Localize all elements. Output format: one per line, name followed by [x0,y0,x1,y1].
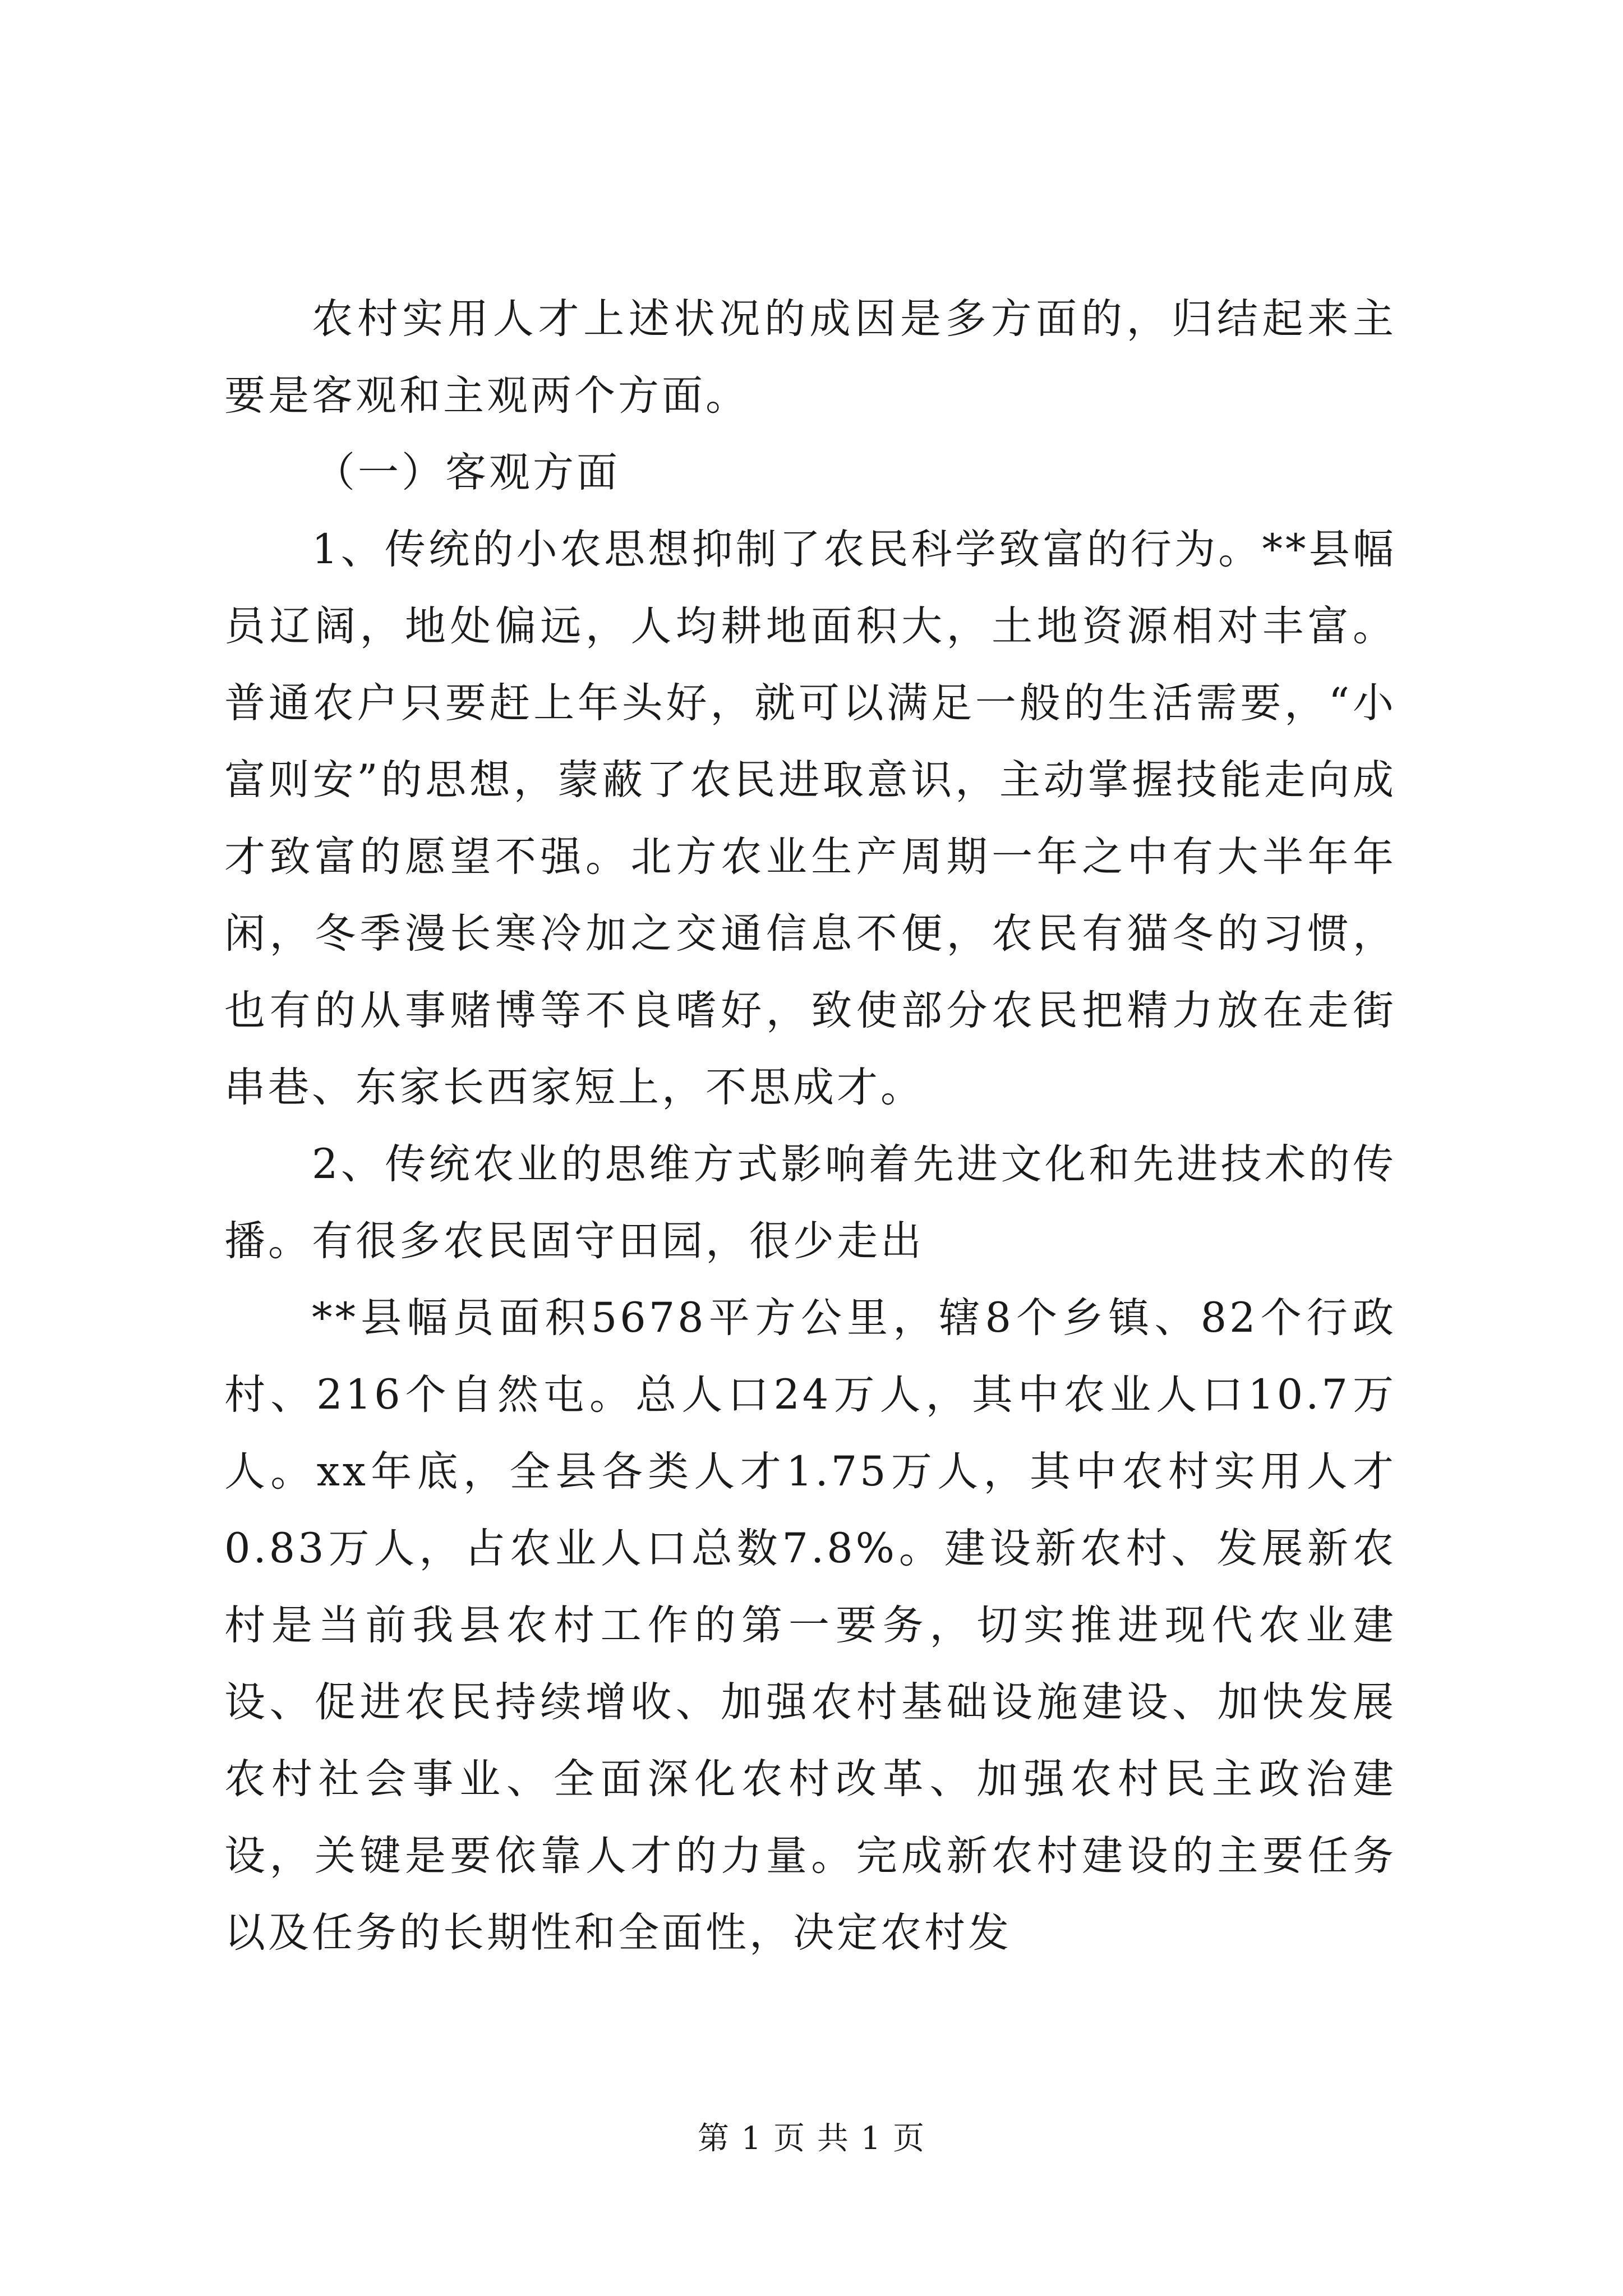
page-footer: 第 1 页 共 1 页 [697,2120,926,2157]
section-heading-objective: （一）客观方面 [314,449,620,496]
paragraph-causes-intro: 农村实用人才上述状况的成因是多方面的，归结起来主要是客观和主观两个方面。 [224,295,1396,420]
paragraph-county-overview: **县幅员面积5678平方公里，辖8个乡镇、82个行政村、216个自然屯。总人口24万人，其中农业人口10.7万人。xx年底，全县各类人才1.75万人，其中农村实用人才0.83万人，占农业人口总数7.8%。建设新农村、发展新农村是当前我县农村工作的第一要务，切实推进现代农业建设、促进农民持续增收、加强农村基础设施建设、加快发展农村社会事业、全面深化农村改革、加强农村民主政治建设，关键是要依靠人才的力量。完成新农村建设的主要任务以及任务的长期性和全面性，决定农村发 [224,1294,1396,1957]
document-body [224,280,1396,1971]
paragraph-point-2: 2、传统农业的思维方式影响着先进文化和先进技术的传播。有很多农民固守田园，很少走出 [224,1140,1396,1265]
paragraph-point-1: 1、传统的小农思想抑制了农民科学致富的行为。**县幅员辽阔，地处偏远，人均耕地面积大，土地资源相对丰富。普通农户只要赶上年头好，就可以满足一般的生活需要，“小富则安”的思想，蒙蔽了农民进取意识，主动掌握技能走向成才致富的愿望不强。北方农业生产周期一年之中有大半年年闲，冬季漫长寒冷加之交通信息不便，农民有猫冬的习惯，也有的从事赌博等不良嗜好，致使部分农民把精力放在走街串巷、东家长西家短上，不思成才。 [224,526,1396,1111]
